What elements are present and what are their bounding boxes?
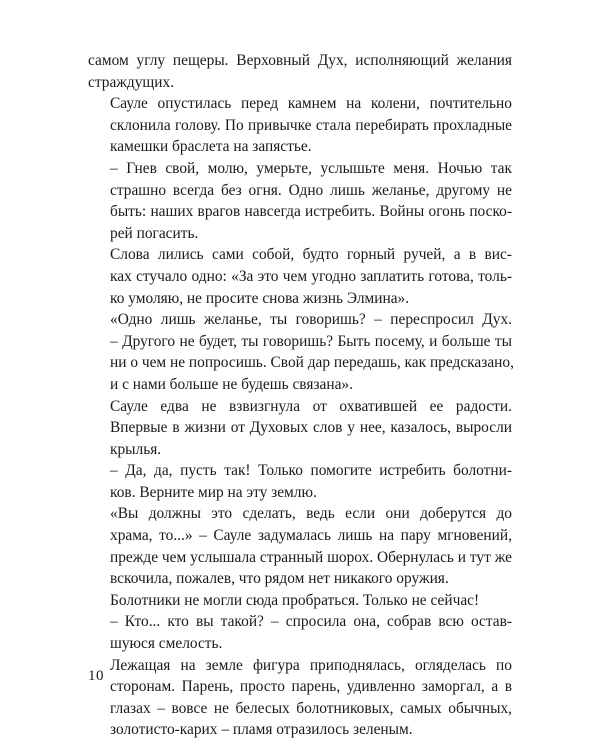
text-line: – Гнев свой, молю, умерьте, услышьте меня. Ночью так xyxy=(110,159,512,177)
text-line: вскочила, пожалев, что рядом нет никакого оружия. xyxy=(110,570,449,588)
text-line: Слова лились сами собой, будто горный ручей, а в вис- xyxy=(110,246,512,264)
text-line: глазах – вовсе не белесых болотниковых, самых обычных, xyxy=(110,699,512,717)
paragraph xyxy=(88,50,512,93)
text-line: – Кто... кто вы такой? – спросила она, собрав всю остав- xyxy=(110,613,512,631)
text-line: и с нами больше не будешь связана». xyxy=(110,375,353,393)
text-line: «Вы должны это сделать, ведь если они доберутся до xyxy=(110,505,512,523)
text-line: шуюся смелость. xyxy=(110,635,223,653)
paragraph xyxy=(88,93,512,158)
text-line: Впервые в жизни от Духовых слов у нее, казалось, выросли xyxy=(110,419,512,437)
text-line: страждущих. xyxy=(88,73,175,91)
text-line: ко умоляю, не просите снова жизнь Элмина». xyxy=(110,289,410,307)
text-line: сторонам. Парень, просто парень, удивленно заморгал, а в xyxy=(110,678,512,696)
text-line: камешки браслета на запястье. xyxy=(110,138,312,156)
text-line: Сауле едва не взвизгнула от охватившей ее радости. xyxy=(110,397,512,415)
text-line: – Другого не будет, ты говоришь? Быть посему, и больше ты xyxy=(110,332,512,350)
text-line: ках стучало одно: «За это чем угодно заплатить готова, толь- xyxy=(110,267,512,285)
text-line: Болотники не могли сюда пробраться. Только не сейчас! xyxy=(110,591,480,609)
paragraph xyxy=(88,655,512,741)
page-number: 10 xyxy=(88,668,104,684)
text-line: крылья. xyxy=(110,440,162,458)
paragraph xyxy=(88,590,512,612)
text-line: склонила голову. По привычке стала перебирать прохладные xyxy=(110,116,512,134)
text-line: «Одно лишь желанье, ты говоришь? – переспросил Дух. xyxy=(110,311,512,329)
paragraph xyxy=(88,503,512,589)
body-text xyxy=(88,50,512,741)
paragraph xyxy=(88,460,512,503)
paragraph xyxy=(88,396,512,461)
text-line: ни о чем не попросишь. Свой дар передашь, как предсказано, xyxy=(110,354,514,372)
paragraph xyxy=(88,611,512,654)
text-line: – Да, да, пусть так! Только помогите истребить болотни- xyxy=(110,462,512,480)
text-line: страшно всегда без огня. Одно лишь желанье, другому не xyxy=(110,181,512,199)
text-line: Лежащая на земле фигура приподнялась, огляделась по xyxy=(110,656,512,674)
text-line: храма, то...» – Сауле задумалась лишь на пару мгновений, xyxy=(110,527,512,545)
text-line: быть: наших врагов навсегда истребить. Войны огонь поско- xyxy=(110,203,512,221)
text-line: прежде чем услышала странный шорох. Обернулась и тут же xyxy=(110,548,512,566)
text-line: рей погасить. xyxy=(110,224,199,242)
paragraph xyxy=(88,309,512,395)
text-line: ков. Верните мир на эту землю. xyxy=(110,483,317,501)
paragraph xyxy=(88,158,512,244)
paragraph xyxy=(88,244,512,309)
text-line: золотисто-карих – пламя отразилось зеленым. xyxy=(110,721,413,739)
text-line: Сауле опустилась перед камнем на колени, почтительно xyxy=(110,95,512,113)
text-line: самом углу пещеры. Верховный Дух, исполняющий желания xyxy=(88,52,512,69)
